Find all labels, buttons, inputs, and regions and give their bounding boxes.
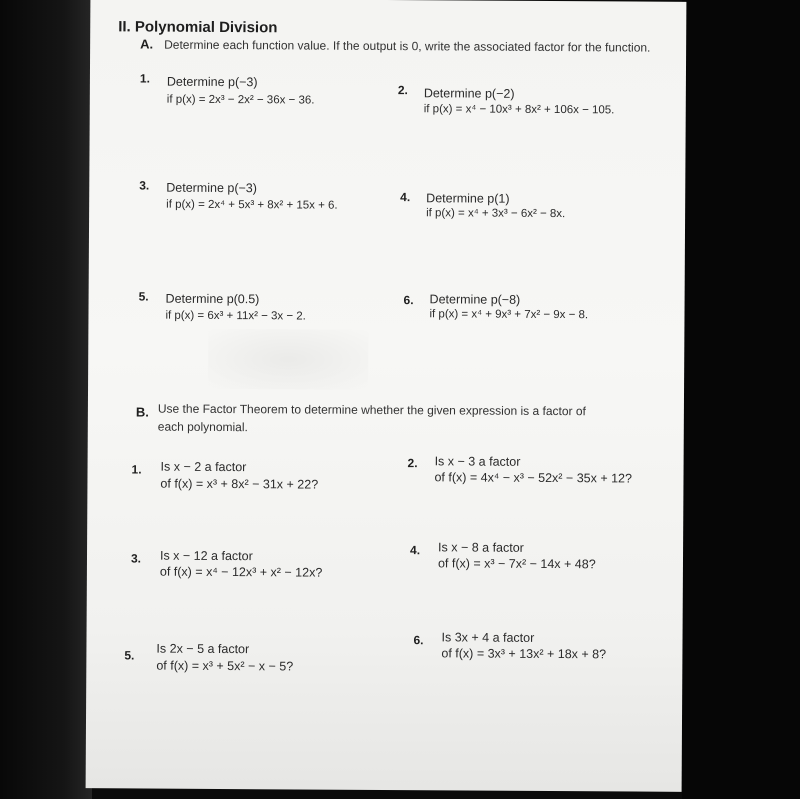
problem-function: of f(x) = x³ + 8x² − 31x + 22? <box>160 476 319 492</box>
problem-function: if p(x) = 2x⁴ + 5x³ + 8x² + 15x + 6. <box>166 198 338 212</box>
problem-function: if p(x) = x⁴ + 3x³ − 6x² − 8x. <box>426 207 566 221</box>
problem-prompt: Determine p(0.5) <box>165 291 260 307</box>
problem-prompt: Determine p(−2) <box>423 86 515 101</box>
problem-number: 1. <box>139 71 150 86</box>
problem-prompt: Is x − 8 a factor <box>438 540 524 555</box>
problem-function: of f(x) = 3x³ + 13x² + 18x + 8? <box>441 646 607 662</box>
problem-prompt: Determine p(−8) <box>429 292 521 307</box>
problem-number: 1. <box>131 462 142 477</box>
problem-function: if p(x) = x⁴ − 10x³ + 8x² + 106x − 105. <box>423 103 615 117</box>
problem-function: if p(x) = 2x³ − 2x² − 36x − 36. <box>166 93 315 107</box>
problem-function: if p(x) = x⁴ + 9x³ + 7x² − 9x − 8. <box>429 308 589 322</box>
problem-prompt: Is x − 3 a factor <box>434 454 521 469</box>
problem-prompt: Is 2x − 5 a factor <box>156 641 250 657</box>
faint-show-through <box>208 329 368 390</box>
problem-prompt: Determine p(1) <box>426 191 510 206</box>
part-a-letter: A. <box>140 36 154 52</box>
problem-number: 5. <box>124 648 135 663</box>
problem-number: 4. <box>410 543 421 558</box>
section-title: II. Polynomial Division <box>118 18 278 37</box>
problem-function: of f(x) = x³ − 7x² − 14x + 48? <box>437 556 596 572</box>
problem-prompt: Is x − 12 a factor <box>159 548 253 564</box>
problem-function: of f(x) = x³ + 5x² − x − 5? <box>156 658 294 674</box>
part-b-letter: B. <box>135 404 149 420</box>
problem-prompt: Determine p(−3) <box>166 74 258 90</box>
left-shadow <box>0 0 92 799</box>
right-background <box>682 0 800 799</box>
problem-function: of f(x) = 4x⁴ − x³ − 52x² − 35x + 12? <box>434 470 633 486</box>
part-a-instructions: Determine each function value. If the output is 0, write the associated factor for the function. <box>164 37 651 55</box>
part-b-instructions: Use the Factor Theorem to determine whether the given expression is a factor of <box>157 401 586 419</box>
problem-number: 6. <box>413 633 424 648</box>
part-b-instructions-cont: each polynomial. <box>157 419 248 435</box>
problem-function: of f(x) = x⁴ − 12x³ + x² − 12x? <box>159 564 323 580</box>
worksheet-paper <box>86 0 687 792</box>
problem-number: 5. <box>138 289 149 304</box>
problem-prompt: Is 3x + 4 a factor <box>441 630 535 645</box>
problem-number: 4. <box>400 190 411 205</box>
problem-number: 3. <box>139 178 150 193</box>
problem-number: 6. <box>403 293 414 308</box>
problem-function: if p(x) = 6x³ + 11x² − 3x − 2. <box>165 309 306 323</box>
problem-prompt: Is x − 2 a factor <box>160 459 247 475</box>
problem-prompt: Determine p(−3) <box>166 180 257 196</box>
problem-number: 2. <box>407 456 418 471</box>
problem-number: 2. <box>397 83 408 98</box>
problem-number: 3. <box>130 551 142 566</box>
